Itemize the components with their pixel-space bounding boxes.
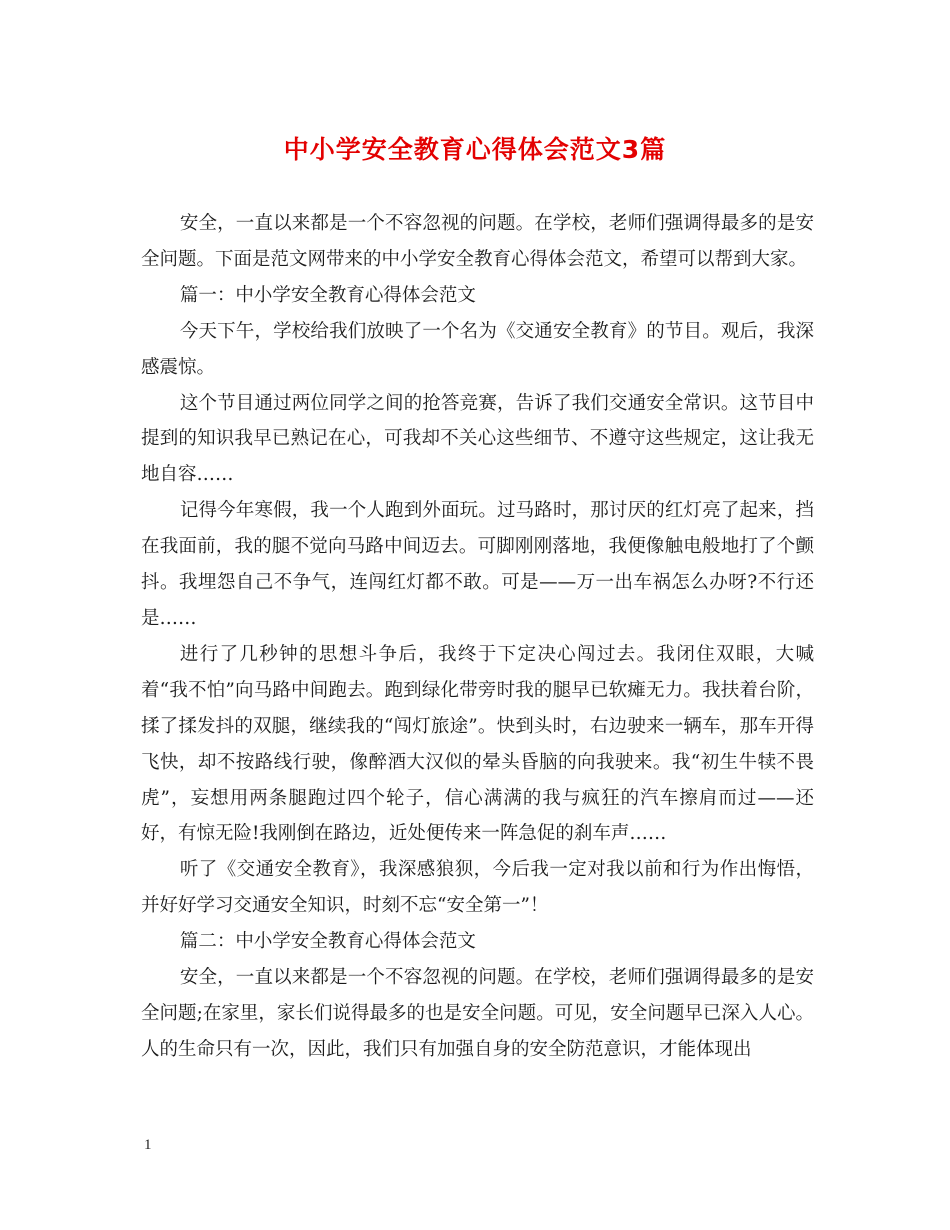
paragraph: 进行了几秒钟的思想斗争后，我终于下定决心闯过去。我闭住双眼，大喊着“我不怕”向马路中间跑去。跑到绿化带旁时我的腿早已软瘫无力。我扶着台阶，揉了揉发抖的双腿，继续我的“闯灯旅途”。快到头时，右边驶来一辆车，那车开得飞快，却不按路线行驶，像醉酒大汉似的晕头昏脑的向我驶来。我“初生牛犊不畏虎”，妄想用两条腿跑过四个轮子，信心满满的我与疯狂的汽车擦肩而过——还好，有惊无险!我刚倒在路边，近处便传来一阵急促的刹车声……: [141, 643, 814, 845]
paragraph: 这个节目通过两位同学之间的抢答竞赛，告诉了我们交通安全常识。这节目中提到的知识我早已熟记在心，可我却不关心这些细节、不遵守这些规定，这让我无地自容……: [141, 392, 814, 486]
document-body: [141, 206, 814, 1068]
paragraph-intro: 安全，一直以来都是一个不容忽视的问题。在学校，老师们强调得最多的是安全问题。下面是范文网带来的中小学安全教育心得体会范文，希望可以帮到大家。: [141, 213, 814, 270]
document-title: 中小学安全教育心得体会范文3篇: [283, 135, 667, 164]
page-number: 1: [144, 1137, 152, 1153]
section-heading-2: 篇二：中小学安全教育心得体会范文: [179, 931, 476, 953]
paragraph: 记得今年寒假，我一个人跑到外面玩。过马路时，那讨厌的红灯亮了起来，挡在我面前，我的腿不觉向马路中间迈去。可脚刚刚落地，我便像触电般地打了个颤抖。我埋怨自己不争气，连闯红灯都不敢。可是——万一出车祸怎么办呀?不行还是……: [141, 500, 814, 629]
paragraph: 今天下午，学校给我们放映了一个名为《交通安全教育》的节目。观后，我深感震惊。: [141, 320, 814, 378]
section-heading-1: 篇一：中小学安全教育心得体会范文: [179, 284, 476, 306]
paragraph: 安全，一直以来都是一个不容忽视的问题。在学校，老师们强调得最多的是安全问题;在家里，家长们说得最多的也是安全问题。可见，安全问题早已深入人心。人的生命只有一次，因此，我们只有加强自身的安全防范意识，才能体现出: [141, 967, 814, 1060]
paragraph: 听了《交通安全教育》，我深感狼狈，今后我一定对我以前和行为作出悔悟，并好好学习交通安全知识，时刻不忘“安全第一”！: [141, 859, 814, 917]
